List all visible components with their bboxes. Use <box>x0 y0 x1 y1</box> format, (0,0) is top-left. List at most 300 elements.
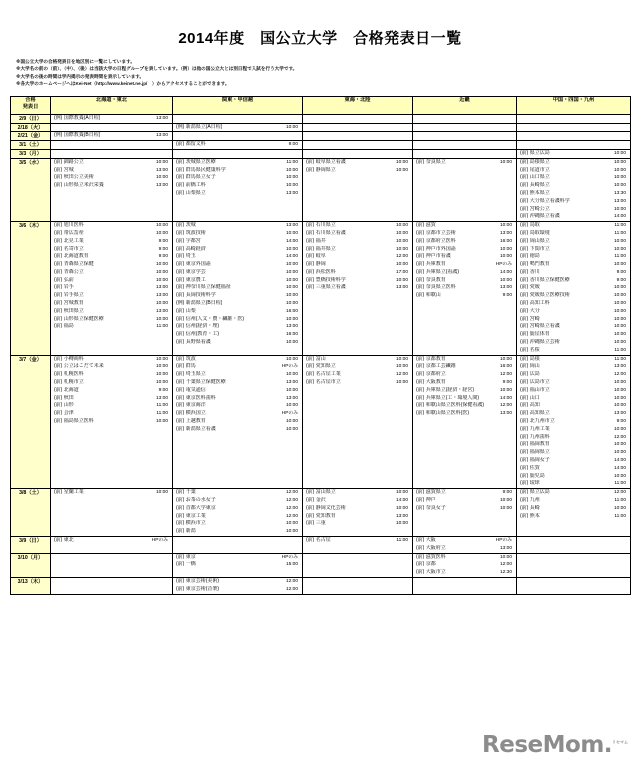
university-entry <box>413 277 516 285</box>
university-list <box>173 489 302 536</box>
announcement-time: 13:00 <box>285 380 298 386</box>
university-entry <box>517 261 630 269</box>
announcement-time: 13:00 <box>155 167 168 173</box>
announcement-time: 10:00 <box>499 387 512 393</box>
table-row <box>11 536 631 553</box>
announcement-time: HPのみ <box>281 364 298 370</box>
region-cell-kanto-koshinetsu <box>173 114 303 123</box>
university-entry <box>173 520 302 528</box>
region-cell-kanto-koshinetsu <box>173 577 303 594</box>
university-entry <box>303 238 412 246</box>
university-list <box>413 489 516 512</box>
university-name: (前) 香川県立保健医療 <box>520 276 570 283</box>
university-entry <box>173 418 302 426</box>
university-name: (前) 小樽商科 <box>54 355 84 362</box>
announcement-date-cell: 3/6（木） <box>11 222 51 356</box>
university-name: (前) 九州歯科 <box>520 433 550 440</box>
university-entry <box>413 489 516 497</box>
announcement-time: 11:00 <box>156 403 168 409</box>
announcement-date-cell: 3/1（土） <box>11 141 51 150</box>
announcement-time: 9:00 <box>158 387 168 393</box>
table-row <box>11 158 631 221</box>
university-list <box>303 159 412 175</box>
university-name: (前) 九州 <box>520 497 540 503</box>
university-name: (前) 宮崎県立看護 <box>520 323 560 330</box>
university-entry <box>517 339 630 347</box>
university-entry <box>517 371 630 379</box>
university-name: (前) 群馬県立女子 <box>176 174 216 181</box>
table-row <box>11 577 631 594</box>
announcement-time: 17:00 <box>395 269 408 275</box>
university-entry <box>517 174 630 182</box>
region-cell-hokkaido-tohoku <box>51 489 173 537</box>
university-name: (前) 旭川医科 <box>54 222 84 229</box>
announcement-time: 12:00 <box>613 372 626 378</box>
university-name: (前) 福井 <box>306 237 326 244</box>
university-name: (前) 奈良教育 <box>416 276 446 283</box>
announcement-time: 9:00 <box>502 380 512 386</box>
university-entry <box>51 489 172 497</box>
announcement-time: 10:00 <box>613 395 626 401</box>
university-name: (前) 福岡県立 <box>520 449 550 456</box>
university-entry <box>173 141 302 149</box>
university-entry <box>517 513 630 521</box>
announcement-time: 10:00 <box>285 269 298 275</box>
announcement-time: 10:00 <box>395 364 408 370</box>
university-entry <box>51 246 172 254</box>
university-entry <box>173 277 302 285</box>
university-entry <box>51 323 172 331</box>
university-name: (前) 山形 <box>54 402 74 409</box>
announcement-time: 10:00 <box>285 246 298 252</box>
university-entry <box>413 505 516 513</box>
university-entry <box>517 363 630 371</box>
announcement-time: 13:00 <box>285 223 298 229</box>
university-name: (前) 筑波技術 <box>176 229 206 236</box>
region-cell-chugoku-shikoku-kyushu <box>517 158 631 221</box>
university-entry <box>303 537 412 545</box>
announcement-time: 10:00 <box>285 316 298 322</box>
university-name: (前) 石川県立 <box>306 222 336 229</box>
university-name: (前) 浜松医科 <box>306 268 336 275</box>
university-entry <box>173 253 302 261</box>
university-name: (前) 兵庫県立(工・環境人間) <box>416 394 480 401</box>
region-cell-hokkaido-tohoku <box>51 536 173 553</box>
university-list <box>173 578 302 594</box>
announcement-time: 10:00 <box>285 167 298 173</box>
announcement-time: 10:00 <box>285 521 298 527</box>
university-entry <box>517 410 630 418</box>
note-line-2: ※大学名の前の（前）、（中）、（後）は当該大学の日程グループを表しています。（例）は他の国公立大とは別日程で入試を行う大学です。 <box>16 66 298 72</box>
university-entry <box>303 253 412 261</box>
region-cell-chugoku-shikoku-kyushu <box>517 114 631 123</box>
university-name: (前) 京都府立医科 <box>416 237 456 244</box>
announcement-time: 9:00 <box>158 238 168 244</box>
announcement-time: 10:00 <box>613 426 626 432</box>
university-entry <box>173 300 302 308</box>
university-name: (前) お茶の水女子 <box>176 497 216 503</box>
university-name: (前) 秋田県立 <box>54 307 84 314</box>
university-name: (前) 首都大学東京 <box>176 504 216 511</box>
announcement-time: 10:00 <box>285 230 298 236</box>
university-name: (前) 名桜 <box>520 346 540 353</box>
university-list <box>517 356 630 489</box>
university-entry <box>303 261 412 269</box>
university-entry <box>413 253 516 261</box>
university-entry <box>413 379 516 387</box>
region-cell-chugoku-shikoku-kyushu <box>517 149 631 158</box>
university-name: (前) 宮崎公立 <box>520 205 550 212</box>
announcement-time: 13:30 <box>613 190 626 196</box>
university-entry <box>517 505 630 513</box>
university-name: (前) 電気通信 <box>176 386 206 393</box>
announcement-time: 10:00 <box>395 490 408 496</box>
announcement-time: 10:00 <box>155 419 168 425</box>
region-cell-kinki <box>413 222 517 356</box>
region-cell-kanto-koshinetsu <box>173 132 303 141</box>
announcement-time: 13:00 <box>499 285 512 291</box>
announcement-time: 10:00 <box>499 554 512 560</box>
university-list <box>413 554 516 577</box>
university-list <box>303 537 412 545</box>
region-cell-chugoku-shikoku-kyushu <box>517 577 631 594</box>
university-entry <box>413 261 516 269</box>
university-entry <box>517 489 630 497</box>
university-list <box>303 356 412 387</box>
announcement-time: 13:00 <box>155 133 168 139</box>
region-cell-kanto-koshinetsu <box>173 149 303 158</box>
region-cell-chugoku-shikoku-kyushu <box>517 536 631 553</box>
announcement-time: 14:00 <box>285 238 298 244</box>
university-name: (前) 香川 <box>520 268 540 275</box>
university-list <box>517 150 630 158</box>
university-name: (前) 佐賀 <box>520 464 540 471</box>
announcement-time: 13:00 <box>499 545 512 551</box>
table-row <box>11 114 631 123</box>
university-name: (前) 滋賀医科 <box>416 553 446 560</box>
university-name: (前) 京都府立 <box>416 371 446 378</box>
university-name: (前) 東京工業 <box>176 512 206 519</box>
announcement-time: 10:00 <box>499 356 512 362</box>
university-name: (前) 広島 <box>520 371 540 378</box>
announcement-time: 16:00 <box>499 238 512 244</box>
announcement-time: 10:00 <box>499 159 512 165</box>
announcement-time: 10:00 <box>285 124 298 130</box>
announcement-time: 10:00 <box>395 230 408 236</box>
region-cell-tokai-hokuriku <box>303 577 413 594</box>
region-cell-kinki <box>413 149 517 158</box>
announcement-time: 10:00 <box>155 364 168 370</box>
announcement-time: 10:00 <box>285 356 298 362</box>
university-name: (前) 東京 <box>176 553 196 560</box>
announcement-time: 10:00 <box>155 230 168 236</box>
university-name: (前) 徳島 <box>520 253 540 260</box>
announcement-time: 10:00 <box>613 380 626 386</box>
university-entry <box>173 513 302 521</box>
university-name: (前) 兵庫県立(経済・経営) <box>416 386 475 393</box>
university-name: (前) 鳥取 <box>520 222 540 229</box>
university-name: (前) 金沢 <box>306 497 326 503</box>
announcement-time: 11:00 <box>156 411 168 417</box>
university-entry <box>51 308 172 316</box>
region-cell-tokai-hokuriku <box>303 222 413 356</box>
university-name: (前) 横浜市立 <box>176 520 206 527</box>
announcement-time: 10:00 <box>499 254 512 260</box>
university-name: (前) 宮城教育 <box>54 300 84 307</box>
university-entry <box>517 198 630 206</box>
region-cell-hokkaido-tohoku <box>51 132 173 141</box>
university-name: (前) 埼玉県立 <box>176 371 206 378</box>
announcement-time: 16:00 <box>499 364 512 370</box>
university-name: (前) 前橋工科 <box>176 182 206 189</box>
university-entry <box>413 159 516 167</box>
announcement-time: 13:00 <box>613 411 626 417</box>
announcement-time: 10:00 <box>155 262 168 268</box>
announcement-time: 10:00 <box>499 505 512 511</box>
university-entry <box>51 300 172 308</box>
university-name: (前) 富山 <box>306 355 326 362</box>
university-entry <box>173 308 302 316</box>
announcement-time: 10:00 <box>499 277 512 283</box>
announcement-time: 10:00 <box>613 473 626 479</box>
university-name: (前) 奈良県立 <box>416 158 446 165</box>
university-entry <box>413 537 516 545</box>
university-name: (前) 京都市立芸術 <box>416 229 456 236</box>
university-name: (前) 兵庫県立(看護) <box>416 268 460 275</box>
announcement-time: 12:00 <box>499 372 512 378</box>
university-entry <box>173 371 302 379</box>
university-entry <box>413 356 516 364</box>
region-cell-kanto-koshinetsu <box>173 553 303 577</box>
note-line-4: ※各大学のホームページへはKei-Net（http://www.keinet.ne.jp/ ）からアクセスすることができます。 <box>16 81 230 87</box>
university-entry <box>517 316 630 324</box>
university-name: (前) 名古屋市立 <box>306 379 341 386</box>
university-entry <box>517 402 630 410</box>
university-name: (前) 三重県立看護 <box>306 284 346 291</box>
university-name: (前) 信州(経済・理) <box>176 323 220 330</box>
university-list <box>51 115 172 123</box>
announcement-date-cell: 3/9（日） <box>11 536 51 553</box>
announcement-time: 15:00 <box>285 562 298 568</box>
university-entry <box>413 292 516 300</box>
resemom-logo-sup: リセマム <box>612 739 628 745</box>
announcement-time: 10:00 <box>613 340 626 346</box>
announcement-time: 10:00 <box>613 316 626 322</box>
announcement-time: 11:00 <box>614 481 626 487</box>
university-name: (前) 福島 <box>54 323 74 330</box>
university-name: (前) 岐阜 <box>306 253 326 260</box>
university-list <box>413 159 516 167</box>
announcement-time: 13:00 <box>613 198 626 204</box>
region-cell-kinki <box>413 355 517 489</box>
column-header-date <box>11 96 51 114</box>
university-entry <box>517 497 630 505</box>
announcement-time: 11:00 <box>396 537 408 543</box>
announcement-schedule-table <box>10 96 631 595</box>
region-cell-kanto-koshinetsu <box>173 489 303 537</box>
announcement-time: 10:00 <box>285 262 298 268</box>
university-name: (前) 高知工科 <box>520 300 550 307</box>
column-header-chugoku-shikoku-kyushu: 中国・四国・九州 <box>517 96 631 114</box>
table-body <box>11 114 631 594</box>
announcement-date-cell: 3/7（金） <box>11 355 51 489</box>
table-row <box>11 132 631 141</box>
university-name: (前) 高知県立 <box>520 410 550 417</box>
column-header-tokai-hokuriku: 東海・北陸 <box>303 96 413 114</box>
announcement-time: HPのみ <box>151 537 168 543</box>
announcement-time: 10:00 <box>285 285 298 291</box>
announcement-time: 13:00 <box>613 364 626 370</box>
announcement-time: 12:00 <box>285 513 298 519</box>
university-entry <box>517 292 630 300</box>
university-name: (前) 宇都宮 <box>176 237 201 244</box>
university-entry <box>173 410 302 418</box>
university-entry <box>51 418 172 426</box>
announcement-time: 13:00 <box>155 285 168 291</box>
university-list <box>51 222 172 331</box>
region-cell-hokkaido-tohoku <box>51 222 173 356</box>
university-entry <box>173 284 302 292</box>
university-name: (前) 福山市立 <box>520 386 550 393</box>
university-name: (前) 京都 <box>416 561 436 568</box>
university-name: (前) 帯広畜産 <box>54 229 84 236</box>
university-name: (前) 茨城 <box>176 222 196 229</box>
university-name: (前) 静岡県立 <box>306 166 336 173</box>
announcement-time: 9:00 <box>288 142 298 148</box>
university-name: (前) 横浜国立 <box>176 410 206 417</box>
announcement-time: 9:00 <box>502 293 512 299</box>
university-name: (前) 神戸市外国語 <box>416 245 456 252</box>
announcement-time: 10:00 <box>613 293 626 299</box>
university-entry <box>413 569 516 577</box>
announcement-time: HPのみ <box>495 262 512 268</box>
announcement-time: 10:00 <box>613 450 626 456</box>
university-name: (前) 北海道教育 <box>54 253 89 260</box>
university-list <box>51 356 172 426</box>
university-entry <box>517 323 630 331</box>
university-name: (前) 長岡技術科学 <box>176 292 216 299</box>
announcement-time: 11:00 <box>156 324 168 330</box>
university-name: (前) 釧路公立 <box>54 158 84 165</box>
university-entry <box>517 230 630 238</box>
table-header <box>11 96 631 114</box>
university-entry <box>303 371 412 379</box>
university-name: (前) 沖縄県立看護 <box>520 213 560 220</box>
university-entry <box>517 167 630 175</box>
university-entry <box>173 261 302 269</box>
university-entry <box>51 269 172 277</box>
announcement-time: 10:00 <box>613 150 626 156</box>
region-cell-hokkaido-tohoku <box>51 158 173 221</box>
university-entry <box>51 387 172 395</box>
region-cell-chugoku-shikoku-kyushu <box>517 355 631 489</box>
university-entry <box>51 132 172 140</box>
university-name: (前) 兵庫教育 <box>416 261 446 268</box>
announcement-time: 10:00 <box>285 183 298 189</box>
university-name: (前) 名古屋工業 <box>306 371 341 378</box>
university-name: (前) 富山県立 <box>306 489 336 496</box>
region-cell-kanto-koshinetsu <box>173 123 303 132</box>
announcement-time: 10:00 <box>285 529 298 535</box>
university-name: (前) 愛媛県立医療技術 <box>520 292 570 299</box>
announcement-time: 14:00 <box>285 254 298 260</box>
university-entry <box>517 190 630 198</box>
university-entry <box>51 182 172 190</box>
university-list <box>517 159 630 221</box>
announcement-time: 10:00 <box>395 505 408 511</box>
university-name: (前) 九州工業 <box>520 425 550 432</box>
university-list <box>517 489 630 520</box>
announcement-time: 10:00 <box>613 159 626 165</box>
university-entry <box>517 457 630 465</box>
university-entry <box>51 395 172 403</box>
university-name: (前) 大分県立看護科学 <box>520 197 570 204</box>
region-cell-kanto-koshinetsu <box>173 222 303 356</box>
university-entry <box>413 284 516 292</box>
university-name: (前) 愛知教育 <box>306 512 336 519</box>
university-name: (前) 名古屋 <box>306 536 331 543</box>
announcement-time: 12:00 <box>285 578 298 584</box>
university-entry <box>517 182 630 190</box>
university-name: (前) 信州(人文・農・繊維・医) <box>176 315 245 322</box>
university-name: (前) 県立広島 <box>520 489 550 496</box>
university-name: (前) 山梨 <box>176 307 196 314</box>
university-entry <box>413 269 516 277</box>
region-cell-tokai-hokuriku <box>303 553 413 577</box>
university-entry <box>173 222 302 230</box>
university-name: (前) 愛知県立 <box>306 363 336 370</box>
university-entry <box>517 465 630 473</box>
university-entry <box>517 480 630 488</box>
university-entry <box>173 402 302 410</box>
university-entry <box>51 277 172 285</box>
announcement-time: 10:00 <box>285 277 298 283</box>
university-name: (前) 県立広島 <box>520 149 550 156</box>
university-entry <box>173 190 302 198</box>
university-name: (前) 都留文科 <box>176 141 206 148</box>
university-entry <box>51 371 172 379</box>
announcement-time: 10:00 <box>155 356 168 362</box>
region-cell-kanto-koshinetsu <box>173 158 303 221</box>
university-name: (前) 新潟 <box>176 528 196 535</box>
university-name: (前) 岩手県立 <box>54 292 84 299</box>
university-name: (前) 福井県立 <box>306 245 336 252</box>
announcement-time: 13:00 <box>285 324 298 330</box>
announcement-time: 10:00 <box>395 159 408 165</box>
university-name: (前) 鹿児島 <box>520 472 545 479</box>
university-name: (前) 長崎県立 <box>520 182 550 189</box>
university-name: (例) 新潟県立(A日程) <box>176 123 223 130</box>
university-entry <box>173 363 302 371</box>
university-name: (前) 和歌山県立医科(医) <box>416 410 470 417</box>
university-entry <box>51 159 172 167</box>
university-name: (前) 群馬 <box>176 363 196 370</box>
university-list <box>303 489 412 528</box>
university-entry <box>173 426 302 434</box>
announcement-time: 10:00 <box>613 167 626 173</box>
university-entry <box>517 253 630 261</box>
region-cell-kinki <box>413 553 517 577</box>
announcement-time: 10:00 <box>395 246 408 252</box>
university-entry <box>303 356 412 364</box>
university-entry <box>303 277 412 285</box>
announcement-date-cell: 3/5（水） <box>11 158 51 221</box>
university-name: (例) 国際教養(B日程) <box>54 132 101 139</box>
university-name: (前) 秋田 <box>54 394 74 401</box>
announcement-time: 10:00 <box>613 262 626 268</box>
announcement-time: 13:00 <box>155 183 168 189</box>
region-cell-tokai-hokuriku <box>303 132 413 141</box>
